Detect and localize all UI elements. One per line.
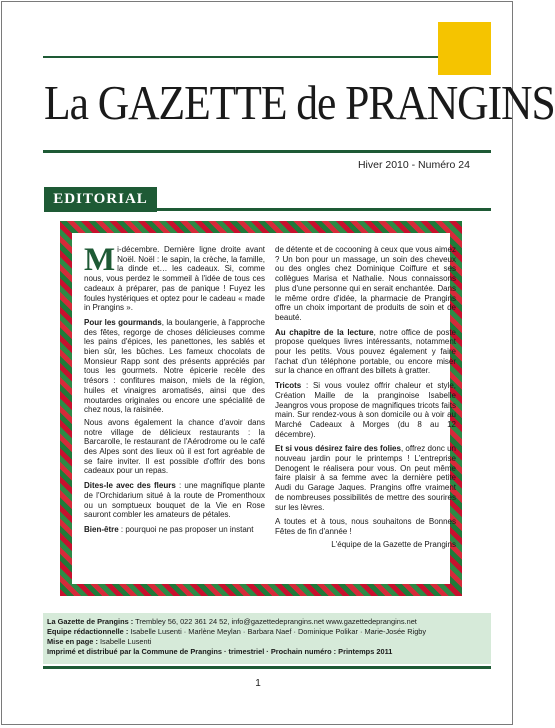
paragraph-text: , la boulangerie, à l'approche des fêtes, regorge de choses délicieuses comme les pains d'épices, les panettones, les sablés et bien sûr, les bûches. Les fameux chocolats de Monsieur Rapp sont des présents appréciés par tous les gourmets. Notre épicerie recèle des trésors : confitures maison, miels de la région, huiles et vinaigres aromatisés, ainsi que des moutardes originales ou encore une spécialité de chez nous, la raisinée. bbox=[84, 317, 265, 415]
paragraph-text: , offrez donc un nouveau jardin pour le printemps ! L'entreprise Denogent le réalisera pour vous. On peut même faire plaisir à sa femme avec la dernière petite Audi du Garage Jaques. Prangins offre vraiment de nombreuses possibilités de mettre des sourires sur les lèvres. bbox=[275, 444, 457, 512]
section-rule bbox=[157, 208, 491, 211]
paragraph-text: : une magnifique plante de l'Orchidarium situé à la route de Promenthoux ou un somptueux bouquet de la Vie en Rose sauront combler les amateurs de pétales. bbox=[84, 481, 265, 520]
colophon-team bbox=[47, 627, 487, 637]
drop-cap: M bbox=[84, 242, 116, 278]
colophon-label: Equipe rédactionnelle : bbox=[47, 627, 129, 636]
colophon-text: Isabelle Lusenti · Marlène Meylan · Barbara Naef · Dominique Polikar · Marie-Josée Rigby bbox=[128, 627, 427, 636]
editorial-signature: L'équipe de la Gazette de Prangins bbox=[331, 539, 456, 549]
colophon bbox=[43, 613, 491, 664]
colophon-text: Trembley 56, 022 361 24 52, info@gazettedeprangins.net www.gazettedeprangins.net bbox=[133, 617, 417, 626]
keyword: Dites-le avec des fleurs bbox=[84, 481, 176, 491]
paragraph-intro bbox=[84, 242, 265, 313]
keyword: Bien-être bbox=[84, 524, 119, 534]
yellow-square-decoration bbox=[438, 22, 491, 75]
paragraph-gourmands bbox=[84, 318, 265, 415]
paragraph-text: , notre office de poste propose quelques livres intéressants, notamment pour les petits. Vous pouvez également y faire l'achat d'un téléphone portable, ou encore miser sur la chance en offrant des billets à gratter. bbox=[275, 327, 456, 376]
paragraph-folies bbox=[275, 444, 456, 512]
paragraph-voeux: A toutes et à tous, nous souhaitons de Bonnes Fêtes de fin d'année ! bbox=[275, 517, 456, 536]
paragraph-fleurs bbox=[84, 481, 265, 520]
paragraph-detente: de détente et de cocooning à ceux que vous aimez ? Un bon pour un massage, un soin des cheveux ou des ongles chez Dominique Coiffure et ses collègues Marisa et Nathalie. Nous connaissons plus d'une personne qui en serait enchantée. Dans le même ordre d'idée, la pharmacie de Prangins offre un choix important de produits de soin et de beauté. bbox=[275, 245, 456, 322]
issue-label: Hiver 2010 - Numéro 24 bbox=[357, 159, 470, 171]
bottom-rule bbox=[43, 666, 491, 669]
paragraph-tricots bbox=[275, 381, 456, 439]
section-heading-editorial: EDITORIAL bbox=[44, 187, 157, 212]
colophon-label: Mise en page : bbox=[47, 637, 98, 646]
paragraph-lecture bbox=[275, 328, 456, 377]
colophon-layout bbox=[47, 637, 487, 647]
colophon-print bbox=[47, 647, 487, 657]
colophon-label: Imprimé et distribué par la Commune de Prangins · trimestriel · Prochain numéro : Printemps 2011 bbox=[47, 647, 393, 656]
colophon-label: La Gazette de Prangins : bbox=[47, 617, 134, 626]
keyword: Tricots bbox=[275, 381, 302, 391]
colophon-text: Isabelle Lusenti bbox=[97, 637, 152, 646]
keyword: Au chapitre de la lecture bbox=[275, 327, 374, 337]
keyword: Pour les gourmands bbox=[84, 317, 162, 327]
editorial-column-left bbox=[84, 242, 265, 538]
holly-frame bbox=[60, 221, 462, 596]
paragraph-text: : pourquoi ne pas proposer un instant bbox=[118, 524, 254, 534]
colophon-contact bbox=[47, 617, 487, 627]
paragraph-text: : Si vous voulez offrir chaleur et style, Création Maille de la pranginoise Isabelle Jeangros vous propose de magnifiques tricots faits main. Sur rendez-vous à son domicile ou à voir au Marché Cadeaux à Morges (du 8 au 12 décembre). bbox=[275, 381, 456, 439]
paragraph-bien-etre bbox=[84, 525, 265, 535]
editorial-column-right bbox=[275, 245, 456, 552]
paragraph-restaurants: Nous avons également la chance d'avoir dans notre village de délicieux restaurants : la Barcarolle, le restaurant de l'Aérodrome ou le café des Alpes sont des lieux où il est fort agréable de se faire inviter. Il est possible d'offrir des bons cadeaux pour un repas. bbox=[84, 417, 265, 476]
keyword: Et si vous désirez faire des folies bbox=[275, 444, 401, 454]
paragraph-text: i-décembre. Dernière ligne droite avant Noël. Noël : le sapin, la crèche, la famille, la dinde et… les cadeaux. Si, comme nous, vous perdez le sommeil à l'idée de tous ces cadeaux à préparer, pas de panique ! Fuyez les foules hystériques et optez pour le cadeau « made in Prangins ». bbox=[84, 245, 265, 313]
masthead-title: La GAZETTE de PRANGINS bbox=[44, 75, 555, 130]
page-number: 1 bbox=[255, 678, 261, 689]
top-rule bbox=[43, 56, 438, 58]
masthead-rule bbox=[43, 150, 491, 153]
editorial-body bbox=[84, 242, 457, 572]
